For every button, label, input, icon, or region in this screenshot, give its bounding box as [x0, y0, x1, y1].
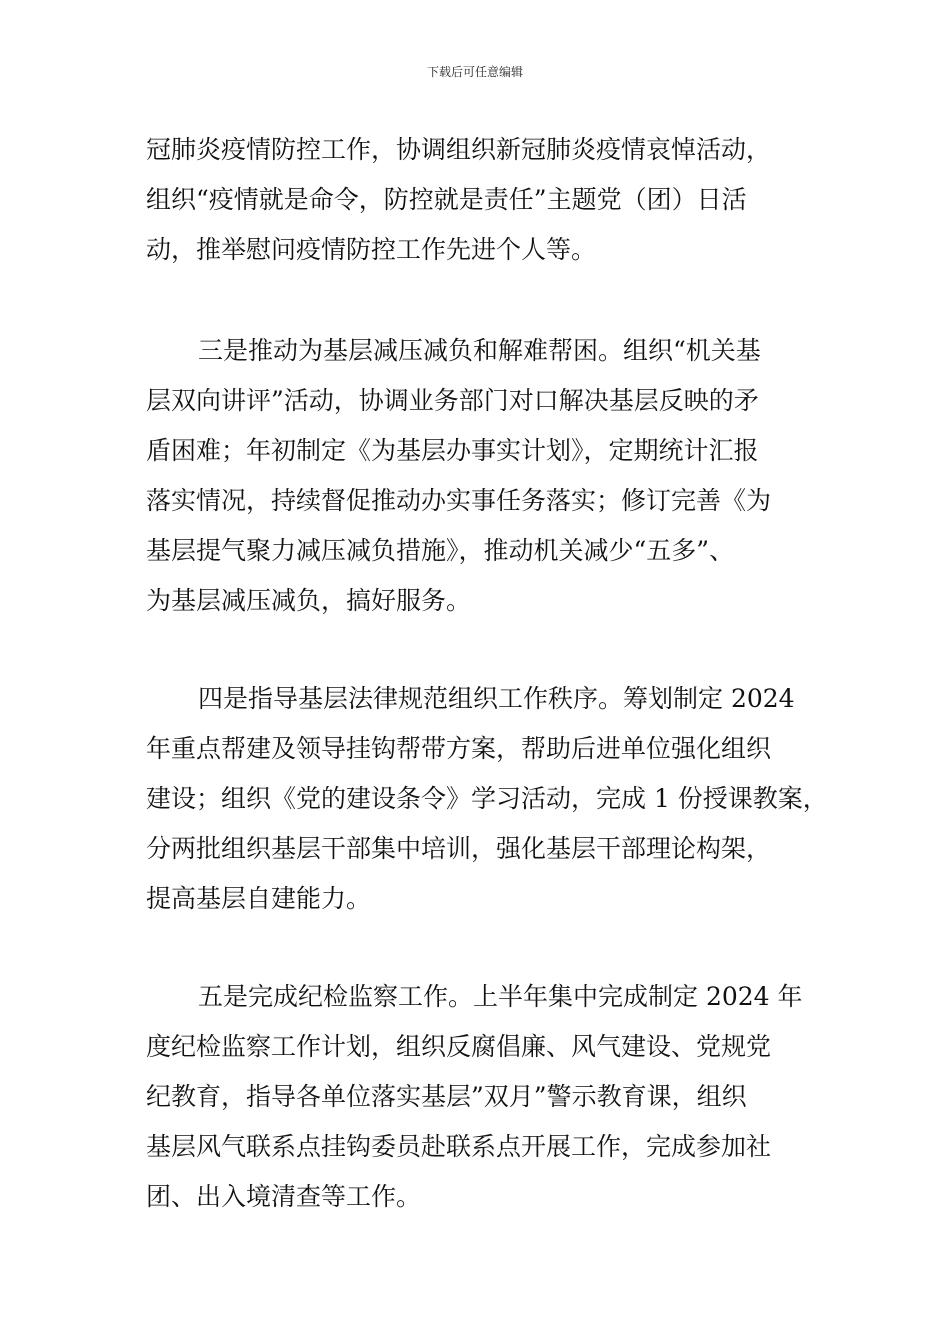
text-line: 动，推举慰问疫情防控工作先进个人等。 [146, 235, 597, 264]
text-line: 年重点帮建及领导挂钩帮带方案，帮助后进单位强化组织 [146, 734, 772, 763]
page-header-note: 下载后可任意编辑 [426, 65, 523, 79]
text-line: 层双向讲评”活动，协调业务部门对口解决基层反映的矛 [146, 386, 759, 415]
text-line: 组织“疫情就是命令，防控就是责任”主题党（团）日活 [146, 185, 747, 214]
text-line: 团、出入境清查等工作。 [146, 1182, 422, 1211]
text-line: 冠肺炎疫情防控工作，协调组织新冠肺炎疫情哀悼活动， [146, 135, 772, 164]
text-line: 四是指导基层法律规范组织工作秩序。筹划制定 2024 [198, 684, 795, 713]
text-line: 纪教育，指导各单位落实基层”双月”警示教育课，组织 [146, 1082, 747, 1111]
text-line: 基层风气联系点挂钩委员赴联系点开展工作，完成参加社 [146, 1132, 772, 1161]
text-line: 盾困难；年初制定《为基层办事实计划》，定期统计汇报 [146, 436, 759, 465]
text-line: 落实情况，持续督促推动办实事任务落实；修订完善《为 [146, 486, 772, 515]
text-line: 三是推动为基层减压减负和解难帮困。组织“机关基 [198, 336, 761, 365]
text-line: 提高基层自建能力。 [146, 884, 372, 913]
text-line: 度纪检监察工作计划，组织反腐倡廉、风气建设、党规党 [146, 1032, 772, 1061]
paragraph-continuation [146, 125, 826, 275]
text-line: 建设；组织《党的建设条令》学习活动，完成 1 份授课教案， [146, 784, 828, 813]
text-line: 为基层减压减负，搞好服务。 [146, 586, 472, 615]
paragraph-item-four [146, 674, 826, 924]
paragraph-item-five [146, 972, 826, 1222]
text-line: 分两批组织基层干部集中培训，强化基层干部理论构架， [146, 834, 772, 863]
text-line: 五是完成纪检监察工作。上半年集中完成制定 2024 年 [198, 982, 803, 1011]
paragraph-item-three [146, 326, 826, 626]
text-line: 基层提气聚力减压减负措施》，推动机关减少“五多”、 [146, 536, 735, 565]
